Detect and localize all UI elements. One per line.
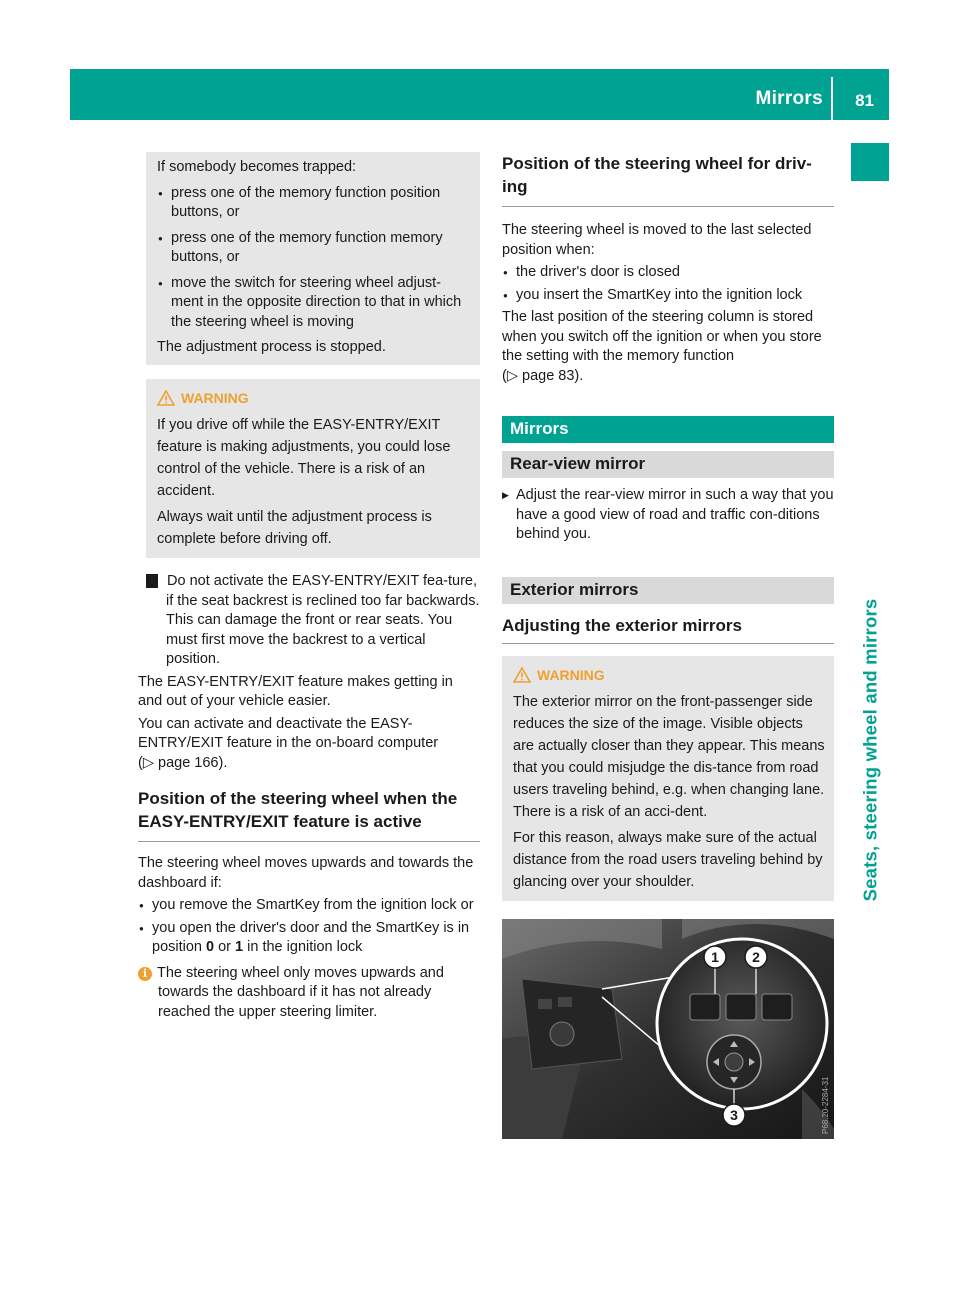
rearview-heading: Rear-view mirror: [502, 451, 834, 478]
exterior-heading: Exterior mirrors: [502, 577, 834, 604]
list-item-text: you open the driver's door and the SmartKey is in position: [152, 919, 470, 955]
position-zero: 0: [206, 939, 215, 955]
mirrors-heading: Mirrors: [502, 416, 834, 443]
header-title: Mirrors: [755, 88, 823, 109]
paragraph: [502, 308, 834, 386]
paragraph: The steering wheel moves upwards and towards the dashboard if:: [138, 855, 474, 891]
warning-box: [502, 656, 834, 902]
side-tab-label: Seats, steering wheel and mirrors: [859, 598, 881, 902]
page-reference-link[interactable]: (▷ page 83).: [502, 367, 584, 384]
paragraph: The EASY-ENTRY/EXIT feature makes getting in and out of your vehicle easier.: [138, 673, 453, 709]
trapped-intro: If somebody becomes trapped:: [157, 159, 357, 175]
list-item: [138, 919, 480, 958]
left-column: [138, 152, 480, 1025]
section-title: Adjusting the exterior mirrors: [502, 614, 834, 644]
callout-2: 2: [752, 949, 760, 965]
section-title: Position of the steering wheel for driv-ing: [502, 152, 834, 207]
warning-text: If you drive off while the EASY-ENTRY/EXIT feature is making adjustments, you could lose control of the vehicle. There is a risk of an accident.: [157, 417, 451, 499]
list-item-text: in the ignition lock: [243, 939, 363, 955]
warning-title: [157, 389, 472, 409]
warning-box: [146, 379, 480, 559]
note-paragraph: [138, 572, 480, 670]
figure-code: P68.20-2284-31: [821, 1076, 830, 1134]
section-title: Position of the steering wheel when the EASY-ENTRY/EXIT feature is active: [138, 787, 480, 842]
list-item: ● move the switch for steering wheel adjust-ment in the opposite direction to that in which the steering wheel is moving: [157, 274, 472, 333]
warning-triangle-icon: [157, 390, 175, 406]
position-one: 1: [235, 939, 244, 955]
trapped-box: [146, 152, 480, 365]
paragraph: [138, 715, 480, 774]
list-item: ● you remove the SmartKey from the ignition lock or: [138, 896, 480, 916]
warning-title-text: WARNING: [181, 389, 249, 406]
warning-triangle-icon: [513, 667, 531, 683]
page-number: 81: [855, 91, 874, 110]
info-paragraph: [138, 964, 480, 1023]
side-tab-marker: [851, 143, 889, 181]
callout-3: 3: [730, 1107, 738, 1123]
header-bar: [70, 69, 889, 120]
warning-text: The exterior mirror on the front-passenger side reduces the size of the image. Visible objects are actually closer than they appear. This means that you could misjudge the dis-tance from road users traveling behind, e.g. when changing lane. There is a risk of an acci-dent.: [513, 694, 825, 820]
note-text: Do not activate the EASY-ENTRY/EXIT fea-ture, if the seat backrest is reclined too far backwards. This can damage the front or rear seats. You must first move the backrest to a vertical position.: [166, 573, 480, 667]
list-item: ● you insert the SmartKey into the ignition lock: [502, 286, 834, 306]
mirror-switch-illustration: [502, 919, 834, 1139]
paragraph: The steering wheel is moved to the last selected position when:: [502, 222, 812, 258]
trapped-outro: The adjustment process is stopped.: [157, 339, 386, 355]
mirror-switch-figure: [502, 919, 834, 1139]
warning-text: For this reason, always make sure of the actual distance from the road users traveling behind by glancing over your shoulder.: [513, 830, 823, 890]
step-item: ▶ Adjust the rear-view mirror in such a way that you have a good view of road and traffic con-ditions behind you.: [502, 486, 834, 545]
info-icon: i: [138, 967, 152, 981]
warning-text: Always wait until the adjustment process is complete before driving off.: [157, 509, 432, 547]
right-column: [502, 152, 834, 1139]
paragraph-text: You can activate and deactivate the EASY-ENTRY/EXIT feature in the on-board computer: [138, 715, 439, 751]
list-item-text: or: [214, 939, 236, 955]
paragraph-text: The last position of the steering column is stored when you switch off the ignition or when you store the setting with the memory function: [502, 309, 822, 364]
header-divider: [831, 77, 833, 120]
info-text: The steering wheel only moves upwards and towards the dashboard if it has not already reached the upper steering limiter.: [157, 964, 444, 1020]
list-item: ● press one of the memory function position buttons, or: [157, 184, 472, 223]
page-reference-link[interactable]: (▷ page 166).: [138, 754, 228, 771]
warning-title: [513, 666, 826, 686]
list-item: ● the driver's door is closed: [502, 263, 834, 283]
exclamation-icon: !: [146, 574, 158, 588]
callout-1: 1: [711, 949, 719, 965]
list-item: ● press one of the memory function memory buttons, or: [157, 229, 472, 268]
warning-title-text: WARNING: [537, 666, 605, 683]
side-tab: [851, 420, 889, 1080]
